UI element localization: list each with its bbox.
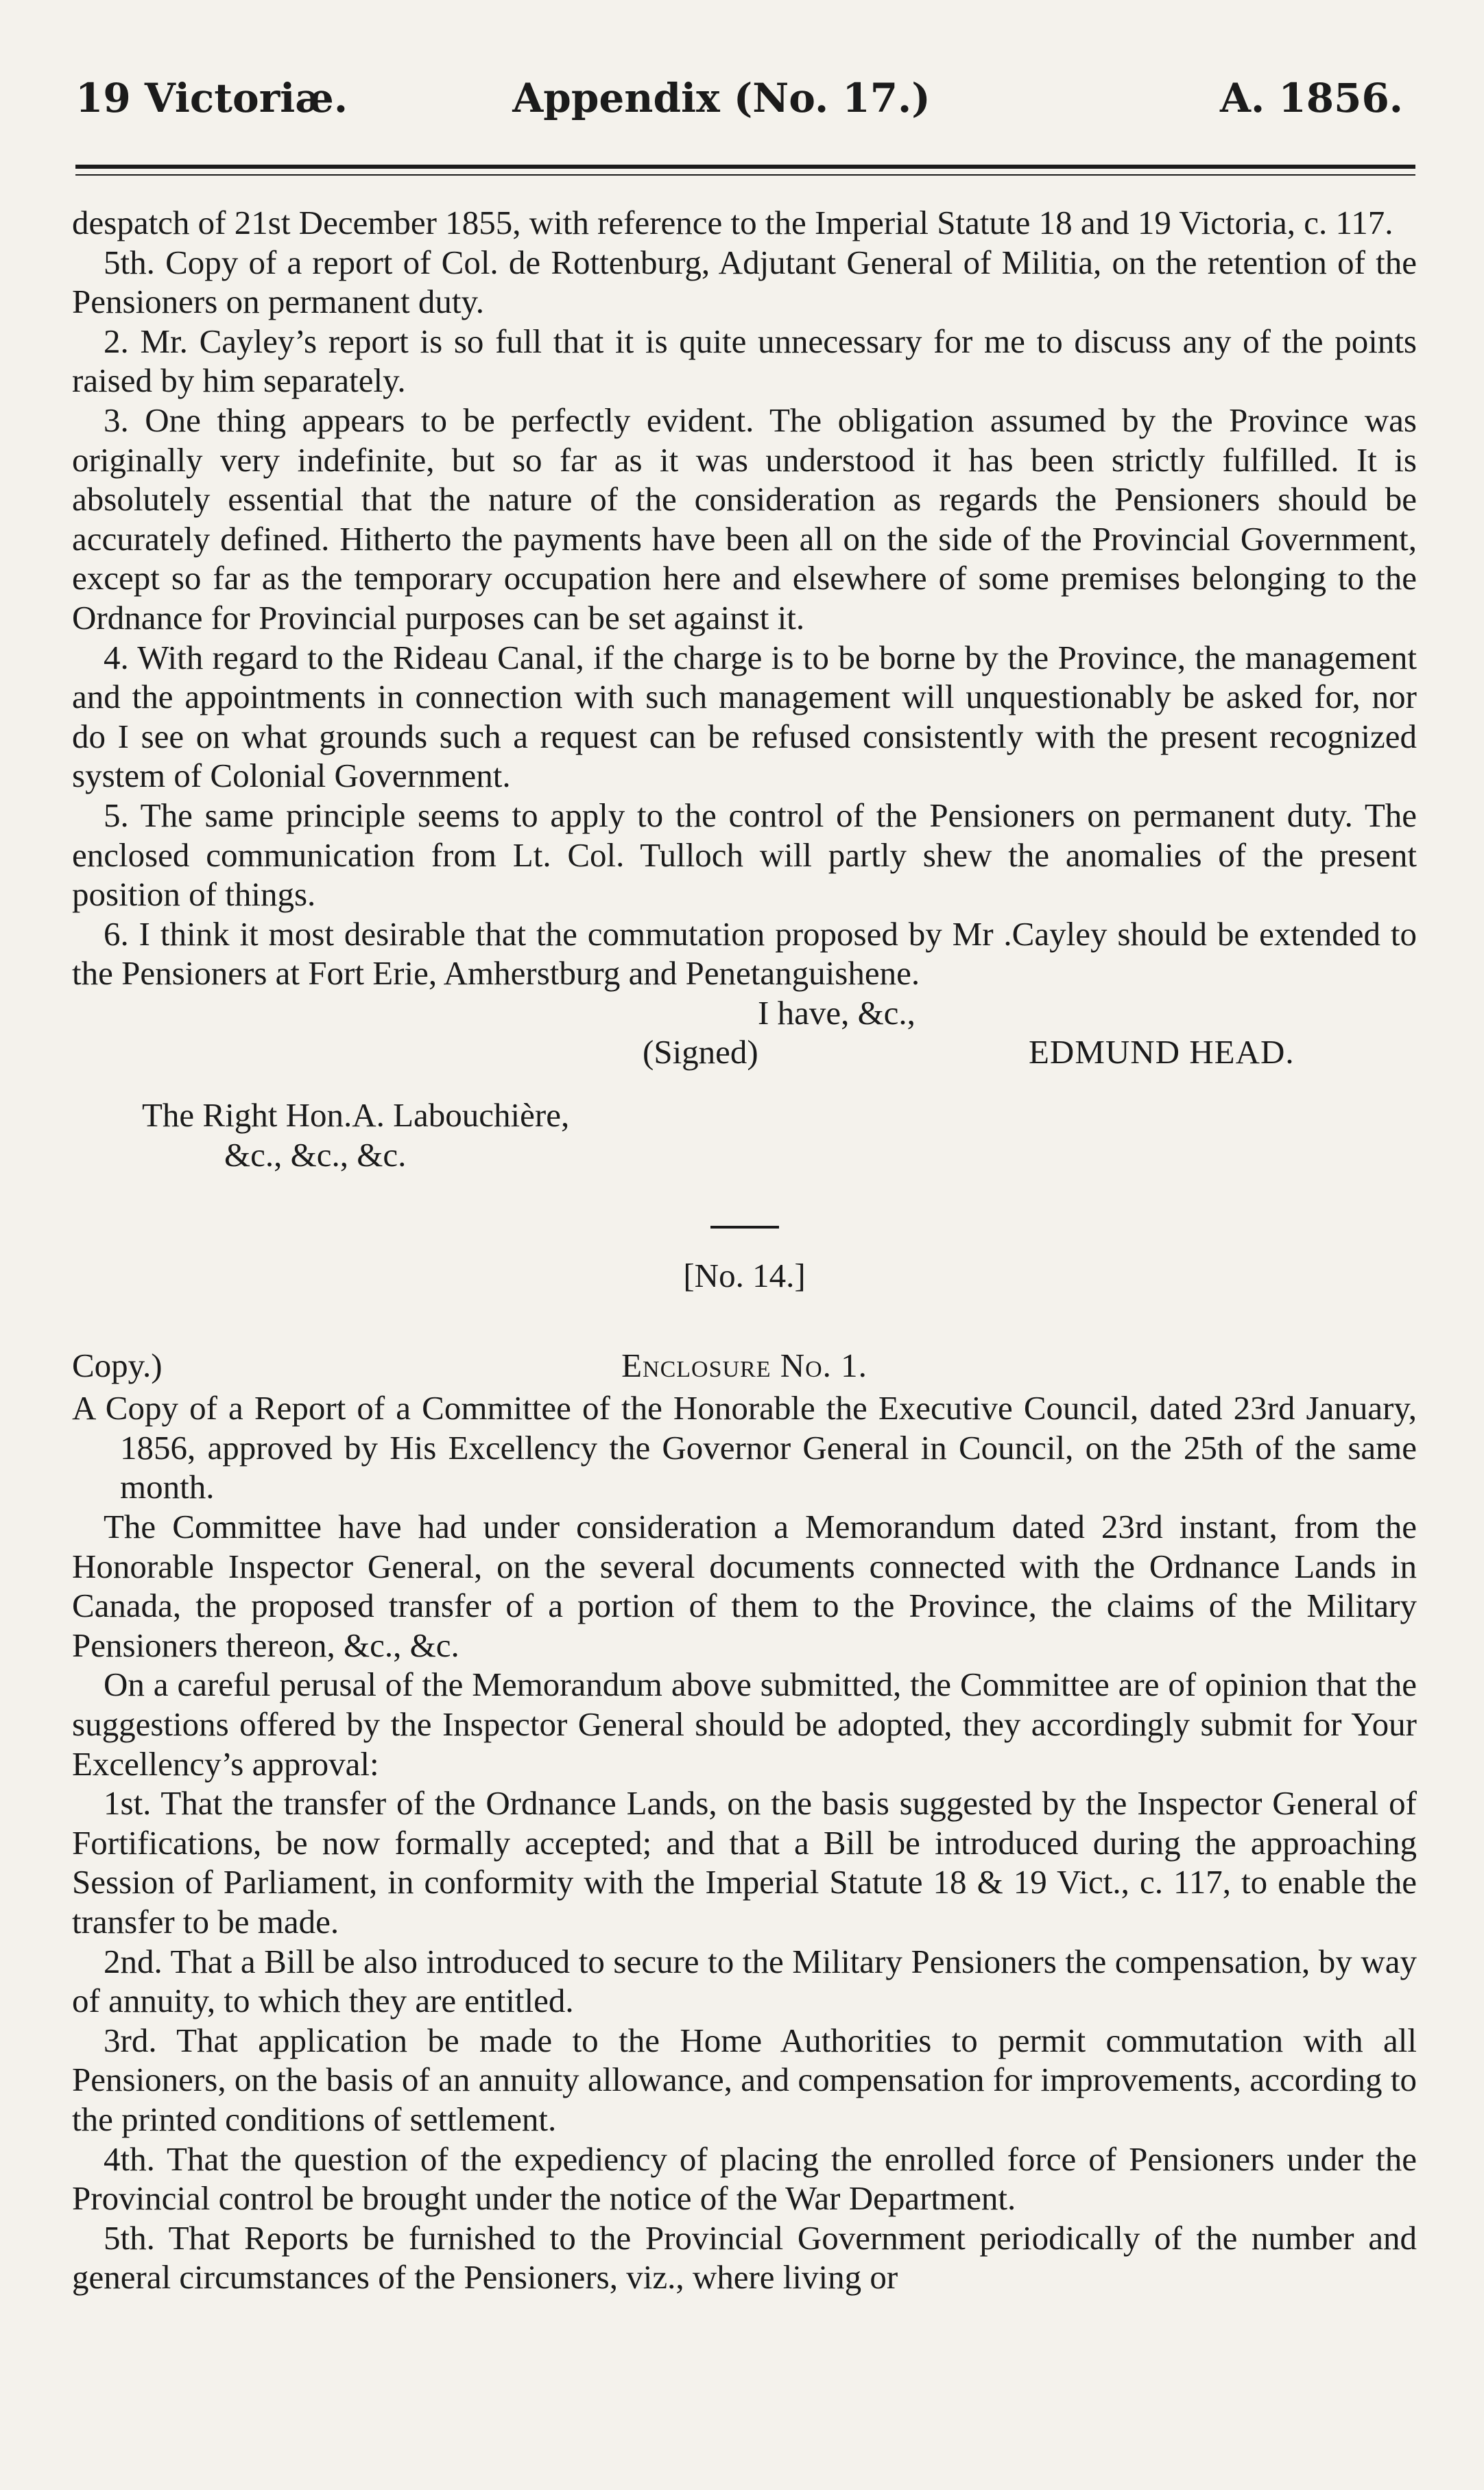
- header-appendix: Appendix (No. 17.): [512, 75, 931, 121]
- addressee: The Right Hon.A. Labouchière,: [142, 1096, 570, 1135]
- paragraph: 6. I think it most desirable that the commutation proposed by Mr .Cayley should be extended to the Pensioners at Fort Erie, Amherstburg and Penetanguishene.: [72, 914, 1417, 993]
- page-header: [27, 60, 1415, 136]
- paragraph: 4th. That the question of the expediency of placing the enrolled force of Pensioners under the Provincial control be brought under the notice of the War Department.: [72, 2139, 1417, 2218]
- copy-label: Copy.): [72, 1347, 163, 1385]
- paragraph: 3rd. That application be made to the Home Authorities to permit commutation with all Pensioners, on the basis of an annuity allowance, and compensation for improvements, according to the printed conditions of settlement.: [72, 2021, 1417, 2138]
- paragraph: On a careful perusal of the Memorandum above submitted, the Committee are of opinion that the suggestions offered by the Inspector General should be adopted, they accordingly submit for Your Excellency’s approval:: [72, 1665, 1417, 1783]
- paragraph: 5th. Copy of a report of Col. de Rottenburg, Adjutant General of Militia, on the retention of the Pensioners on permanent duty.: [72, 243, 1417, 321]
- paragraph: 5. The same principle seems to apply to the control of the Pensioners on permanent duty. The enclosed communication from Lt. Col. Tulloch will partly shew the anomalies of the present position of things.: [72, 796, 1417, 914]
- paragraph: 2. Mr. Cayley’s report is so full that it is quite unnecessary for me to discuss any of the points raised by him separately.: [72, 322, 1417, 400]
- header-rule-thin: [75, 174, 1415, 176]
- paragraph: 1st. That the transfer of the Ordnance Lands, on the basis suggested by the Inspector General of Fortifications, be now formally accepted; and that a Bill be introduced during the approaching Session of Parliament, in conformity with the Imperial Statute 18 & 19 Vict., c. 117, to enable the transfer to be made.: [72, 1784, 1417, 1941]
- paragraph: 4. With regard to the Rideau Canal, if the charge is to be borne by the Province, the management and the appointments in connection with such management will unquestionably be asked for, nor do I see on what grounds such a request can be refused consistently with the present recognized system of Colonial Government.: [72, 638, 1417, 795]
- header-session: 19 Victoriæ.: [75, 75, 348, 121]
- document-body: [72, 203, 1417, 2297]
- document-number: [No. 14.]: [683, 1256, 806, 1294]
- paragraph: The Committee have had under consideration a Memorandum dated 23rd instant, from the Honorable Inspector General, on the several documents connected with the Ordnance Lands in Canada, the proposed transfer of a portion of them to the Province, the claims of the Military Pensioners thereon, &c., &c.: [72, 1508, 1417, 1664]
- signatory-name: EDMUND HEAD.: [1029, 1033, 1295, 1071]
- paragraph: despatch of 21st December 1855, with reference to the Imperial Statute 18 and 19 Victoria, c. 117.: [72, 204, 1393, 241]
- signed-label: (Signed): [643, 1033, 758, 1071]
- paragraph: 2nd. That a Bill be also introduced to secure to the Military Pensioners the compensation, by way of annuity, to which they are entitled.: [72, 1942, 1417, 2020]
- section-divider: [710, 1226, 779, 1229]
- closing-salutation: I have, &c.,: [758, 993, 915, 1032]
- signature-line: [72, 1032, 1417, 1072]
- header-rule: [75, 165, 1415, 169]
- report-title: A Copy of a Report of a Committee of the Honorable the Executive Council, dated 23rd January, 1856, approved by His Excellency the Governor General in Council, on the 25th of the same month.: [72, 1389, 1417, 1506]
- addressee-etc: &c., &c., &c.: [224, 1136, 407, 1174]
- enclosure-title: Enclosure No. 1.: [621, 1347, 867, 1385]
- enclosure-heading: [72, 1346, 1417, 1388]
- paragraph: 3. One thing appears to be perfectly evident. The obligation assumed by the Province was originally very indefinite, but so far as it was understood it has been strictly fulfilled. It is absolutely essential that the nature of the consideration as regards the Pensioners should be accurately defined. Hitherto the payments have been all on the side of the Provincial Government, except so far as the temporary occupation here and elsewhere of some premises belonging to the Ordnance for Provincial purposes can be set against it.: [72, 401, 1417, 637]
- header-year: A. 1856.: [1219, 75, 1403, 121]
- paragraph: 5th. That Reports be furnished to the Provincial Government periodically of the number and general circumstances of the Pensioners, viz., where living or: [72, 2218, 1417, 2297]
